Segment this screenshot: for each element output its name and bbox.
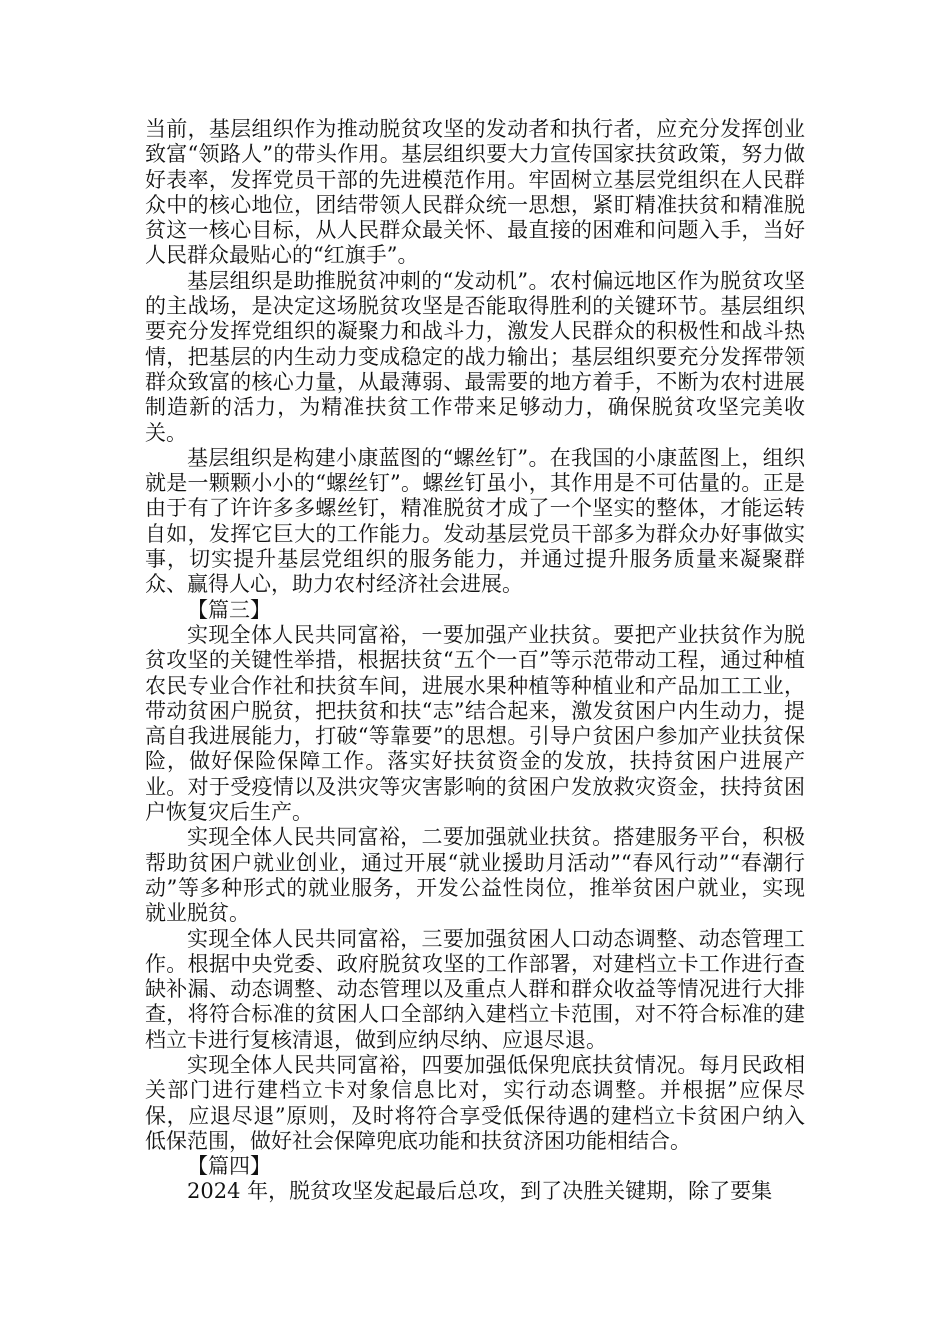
paragraph-final: 2024 年，脱贫攻坚发起最后总攻，到了决胜关键期，除了要集 [187,1179,773,1204]
paragraph-industry: 实现全体人民共同富裕，一要加强产业扶贫。要把产业扶贫作为脱贫攻坚的关键性举措，根据扶贫“五个一百”等示范带动工程，通过种植农民专业合作社和扶贫车间，进展水果种植等种植业和产品加工工业，带动贫困户脱贫，把扶贫和扶“志”结合起来，激发贫困户内生动力，提高自我进展能力，打破“等靠要”的思想。引导户贫困户参加产业扶贫保险，做好保险保障工作。落实好扶贫资金的发放，扶持贫困户进展产业。对于受疫情以及洪灾等灾害影响的贫困户发放救灾资金，扶持贫困户恢复灾后生产。 [145,622,805,825]
paragraph-screw: 基层组织是构建小康蓝图的“螺丝钉”。在我国的小康蓝图上，组织就是一颗颗小小的“螺丝钉”。螺丝钉虽小，其作用是不可估量的。正是由于有了许许多多螺丝钉，精准脱贫才成了一个坚实的整体，才能运转自如，发挥它巨大的工作能力。发动基层党员干部多为群众办好事做实事，切实提升基层党组织的服务能力，并通过提升服务质量来凝聚群众、赢得人心，助力农村经济社会进展。 [145,445,805,597]
paragraph-dynamic: 实现全体人民共同富裕，三要加强贫困人口动态调整、动态管理工作。根据中央党委、政府脱贫攻坚的工作部署，对建档立卡工作进行查缺补漏、动态调整、动态管理以及重点人群和群众收益等情况进行大排查，将符合标准的贫困人口全部纳入建档立卡范围，对不符合标准的建档立卡进行复核清退，做到应纳尽纳、应退尽退。 [145,926,805,1052]
section-heading-3: 【篇三】 [187,597,271,622]
section-heading-4: 【篇四】 [187,1154,271,1179]
paragraph-engine: 基层组织是助推脱贫冲刺的“发动机”。农村偏远地区作为脱贫攻坚的主战场，是决定这场脱贫攻坚是否能取得胜利的关键环节。基层组织要充分发挥党组织的凝聚力和战斗力，激发人民群众的积极性和战斗热情，把基层的内生动力变成稳定的战力输出；基层组织要充分发挥带领群众致富的核心力量，从最薄弱、最需要的地方着手，不断为农村进展制造新的活力，为精准扶贫工作带来足够动力，确保脱贫攻坚完美收关。 [145,268,805,445]
paragraph-lowsecurity: 实现全体人民共同富裕，四要加强低保兜底扶贫情况。每月民政相关部门进行建档立卡对象信息比对，实行动态调整。并根据”应保尽保，应退尽退”原则，及时将符合享受低保待遇的建档立卡贫困户纳入低保范围，做好社会保障兜底功能和扶贫济困功能相结合。 [145,1052,805,1153]
paragraph-employment: 实现全体人民共同富裕，二要加强就业扶贫。搭建服务平台，积极帮助贫困户就业创业，通过开展“就业援助月活动”“春风行动”“春潮行动”等多种形式的就业服务，开发公益性岗位，推举贫困户就业，实现就业脱贫。 [145,825,805,926]
document-body [145,117,805,1205]
paragraph-intro: 当前，基层组织作为推动脱贫攻坚的发动者和执行者，应充分发挥创业致富“领路人”的带头作用。基层组织要大力宣传国家扶贫政策，努力做好表率，发挥党员干部的先进模范作用。牢固树立基层党组织在人民群众中的核心地位，团结带领人民群众统一思想，紧盯精准扶贫和精准脱贫这一核心目标，从人民群众最关怀、最直接的困难和问题入手，当好人民群众最贴心的“红旗手”。 [145,117,805,268]
